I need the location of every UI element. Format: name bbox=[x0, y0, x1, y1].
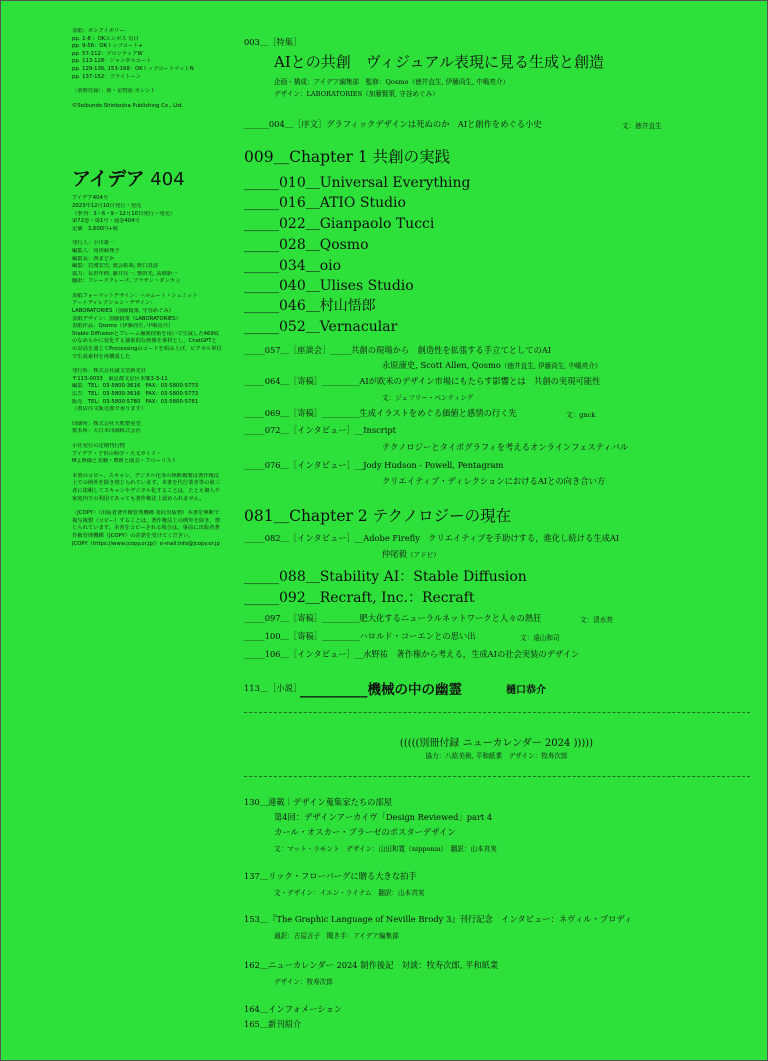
toc-entry-author: 文：清水亮 bbox=[580, 616, 613, 624]
regular-entry: 162＿ニューカレンダー 2024 制作後記 対談：牧寿次郎, 平和紙業 bbox=[244, 960, 499, 970]
staff-line: 編集長：西まどか bbox=[72, 255, 115, 262]
regular-entry: 165＿新刊紹介 bbox=[244, 1019, 302, 1029]
toc-entry-sub: 文：ジェフリー・ベンティング bbox=[382, 394, 474, 402]
regular-entry-sub: 第4回：デザインアーカイヴ「Design Reviewed」part 4 bbox=[274, 812, 493, 822]
feature-title: AIとの共創 ヴィジュアル表現に見る生成と創造 bbox=[274, 53, 604, 71]
paper-line: pp. 1-8 ：OKエンボス 有目 bbox=[72, 35, 139, 42]
staff-list bbox=[72, 240, 222, 286]
publisher-line: 〒113-0033 東京都文京区本郷3-3-11 bbox=[72, 375, 168, 382]
toc-entry: _____106＿［インタビュー］__水野祐 著作権から考える，生成AIの社会実装のデザイン bbox=[244, 649, 580, 659]
legal-paragraph: 本書のコピー，スキャン，デジタル化等の無断複製は著作権法上での例外を除き禁じられています。本書を代行業者等の第三者に依頼してスキャンやデジタル化することは，たとえ個人や家庭内での利用であっても著作権法上認められません。 bbox=[72, 472, 220, 502]
calendar-credit: 協力：八紘美術, 平和紙業 デザイン：牧寿次郎 bbox=[425, 752, 568, 760]
toc-entry-author: 文：遠山和司 bbox=[520, 634, 560, 642]
publisher-line: 販売 TEL：03-5800-5780 FAX：03-5800-5781 bbox=[72, 398, 199, 405]
publisher-line: 発行所：株式会社誠文堂新光社 bbox=[72, 368, 147, 375]
toc-entry: _____016＿ATIO Studio bbox=[244, 195, 406, 211]
credit-line: Stable Diffusionとフレーム補間技術を用いて生成した469枚のなめらかに変化する抽象的な画像を素材とし，ChatGPTとの対話を通じてProcessingのコードを組み上げ，ピクセル単位で生成素材を再構成した bbox=[72, 330, 222, 360]
design-credits bbox=[72, 293, 222, 361]
toc-entry: _____069＿［寄稿］_________生成イラストをめぐる価値と感情の行く先 bbox=[244, 408, 517, 418]
calendar-title: (((((別冊付録 ニューカレンダー 2024 ))))) bbox=[399, 738, 594, 749]
toc-entry: _____097＿［寄稿］_________肥大化するニューラルネットワークと人々の熱狂 bbox=[244, 613, 542, 623]
paper-line: pp. 113-128：ジャンダルコート bbox=[72, 58, 152, 65]
issue-line: アイデア404号 bbox=[72, 195, 109, 202]
issue-line: 第72巻・第1号・通巻404号 bbox=[72, 218, 140, 225]
toc-entry-sub: テクノロジーとタイポグラフィを考えるオンラインフェスティバル bbox=[382, 442, 629, 452]
toc-entry: _____076＿［インタビュー］__Jody Hudson - Powell, Pentagram bbox=[244, 460, 504, 470]
regular-entry: 130＿連載｜デザイン蒐集家たちの部屋 bbox=[244, 797, 393, 807]
copyright: ©Seibundo Shinkosha Publishing Co., Ltd. bbox=[72, 102, 184, 109]
issue-line: （季刊：3・6・9・12月10日発行・発売） bbox=[72, 210, 176, 217]
legal-paragraph: JCOPY（https://www.jcopy.or.jp/）e-mail:info@jcopy.or.jp bbox=[72, 540, 220, 547]
toc-entry: _____072＿［インタビュー］__Inscript bbox=[244, 425, 397, 435]
credit-line: 表紙デザイン：加藤賢策（LABORATORIES） bbox=[72, 315, 181, 322]
issue-info bbox=[72, 195, 222, 233]
regular-entry-credit: 通訳：古屋言子 聞き手：アイデア編集部 bbox=[274, 932, 399, 940]
logo-mark: アイデア bbox=[72, 168, 145, 191]
staff-line: 発行人：小川雄一 bbox=[72, 240, 115, 247]
toc-entry-sub: クリエイティブ・ディレクションにおけるAIとの向き合い方 bbox=[382, 476, 606, 486]
toc-entry: _____057＿［座談会］_____共創の現場から 創造性を拡張する手立てとしてのAI bbox=[244, 345, 552, 355]
toc-entry: _____028＿Qosmo bbox=[244, 237, 369, 253]
regular-entry: 137＿リック・フローバーグに贈る大きな拍手 bbox=[244, 871, 417, 881]
regular-line: アイデア・子供の科学・天文ガイド・ bbox=[72, 450, 162, 457]
preface-author: 文：徳井直生 bbox=[622, 122, 662, 130]
regular-line: M.J.無線と実験・農耕と園芸・フローリスト bbox=[72, 458, 177, 465]
toc-entry: _____052＿Vernacular bbox=[244, 319, 398, 335]
printer-info bbox=[72, 421, 222, 436]
toc-entry: _____064＿［寄稿］_________AIが欧米のデザイン市場にもたらす影響とは 共創の実現可能性 bbox=[244, 376, 601, 386]
toc-entry: _____034＿oio bbox=[244, 258, 342, 274]
legal-paragraph: 〈JCOPY〉（出版者著作権管理機構 委託出版物）本書を無断で複写複製（コピー）することは，著作権法上の例外を除き，禁じられています。本書をコピーされる場合は，事前に出版者著作権管理機構（JCOPY）の許諾を受けてください。 bbox=[72, 510, 220, 539]
toc-entry: _____046＿村山悟郎 bbox=[244, 298, 376, 314]
publisher-line: 広告 TEL：03-5800-3616 FAX：03-5800-5773 bbox=[72, 391, 199, 397]
divider bbox=[244, 776, 750, 777]
paper-line: pp. 57-112：プロンティアW bbox=[72, 50, 143, 57]
feature-credit: デザイン：LABORATORIES（加藤賢策, 守谷めぐみ） bbox=[274, 90, 439, 98]
chapter-heading: 009＿Chapter 1 共創の実践 bbox=[244, 148, 451, 166]
credit-line: 表紙作品：Qosmo（伊藤尚生, 中嶋亮介） bbox=[72, 323, 174, 330]
staff-line: 翻訳：フレーズクレーズ, ブラザン・ダンカン bbox=[72, 278, 181, 285]
printer-line: 製本所：大日本印刷株式会社 bbox=[72, 428, 141, 435]
novel-author: 樋口恭介 bbox=[506, 685, 546, 696]
credit-line: LABORATORIES（加藤賢策, 守谷めぐみ） bbox=[72, 308, 175, 315]
regular-entry-credit: 文・デザイン：イエン・ライナム 翻訳：山本真実 bbox=[274, 889, 425, 897]
toc-entry-author: 文：gnck bbox=[566, 411, 596, 419]
paper-line: pp. 9-56：OKトップコート+ bbox=[72, 43, 143, 50]
regular-line: 小社発行の定期刊行物 bbox=[72, 442, 125, 449]
supplement-info: ［別冊付録］：新・星物語 カレント bbox=[72, 88, 156, 95]
regular-entry-credit: デザイン：牧寿次郎 bbox=[274, 978, 333, 986]
feature-credit: 企画・構成：アイデア編集部 監修：Qosmo（徳井直生, 伊藤尚生, 中嶋亮介） bbox=[274, 78, 510, 86]
regular-entry-credit: 文：マット・ラモント デザイン：山田和寛（nipponia） 翻訳：山本真実 bbox=[274, 845, 497, 853]
paper-line: 表紙：ボンアイボリー bbox=[72, 28, 125, 34]
magazine-logo bbox=[72, 168, 222, 191]
publisher-info bbox=[72, 368, 222, 414]
toc-entry: _____022＿Gianpaolo Tucci bbox=[244, 216, 435, 232]
printer-line: 印刷所：株式会社大熊整美堂 bbox=[72, 420, 141, 427]
cover-paper-info bbox=[72, 28, 222, 81]
colophon bbox=[72, 28, 222, 548]
issue-number: 404 bbox=[150, 169, 185, 191]
paper-line: pp. 129-136, 153-168：OKトップコートマットN bbox=[72, 65, 194, 72]
novel-number: 113＿［小説］ bbox=[244, 683, 302, 693]
toc-entry-sub: 永原康史, Scott Allen, Qosmo（徳井直生, 伊藤尚生, 中嶋亮介） bbox=[382, 360, 602, 370]
staff-line: 協力：長田年伸, 藤井亮一, 柴田光, 高畑新一 bbox=[72, 270, 178, 277]
issue-line: 定価 3,600円+税 bbox=[72, 225, 119, 232]
publisher-line: 編集 TEL：03-5800-3616 FAX：03-5800-5773 bbox=[72, 383, 199, 390]
toc-entry-sub: 仲尾毅（アドビ） bbox=[382, 549, 440, 559]
toc-entry: _____010＿Universal Everything bbox=[244, 175, 471, 191]
publisher-line: （書店注文販売部で承ります） bbox=[72, 406, 147, 413]
toc-entry: _____100＿［寄稿］_________ハロルド・コーエンとの思い出 bbox=[244, 631, 476, 641]
feature-number: 003＿［特集］ bbox=[244, 37, 302, 47]
toc-entry: _____040＿Ulises Studio bbox=[244, 278, 414, 294]
staff-line: 編集：岩淵宏史, 渡会拓哉, 野口真弥 bbox=[72, 263, 159, 270]
toc-entry: _____082＿［インタビュー］__Adobe Firefly クリエイティブを手助けする，進化し続ける生成AI bbox=[244, 533, 620, 543]
toc-entry: _____088＿Stability AI：Stable Diffusion bbox=[244, 569, 527, 585]
credit-line: 表紙フォーマットデザイン：ヘルムート・シュミット bbox=[72, 292, 198, 299]
regular-entry: 153＿『The Graphic Language of Neville Brody 3』刊行記念 インタビュー：ネヴィル・ブロディ bbox=[244, 914, 633, 924]
legal-notice bbox=[72, 473, 222, 548]
preface-entry: ______004＿［序文］グラフィックデザインは死ぬのか AIと創作をめぐる小史 bbox=[244, 119, 542, 129]
toc-entry: _____092＿Recraft, Inc.：Recraft bbox=[244, 590, 475, 606]
divider bbox=[244, 712, 750, 713]
regular-publications bbox=[72, 443, 222, 466]
credit-line: アートディレクション・デザイン： bbox=[72, 300, 156, 307]
issue-line: 2023年12月10日発行・発売 bbox=[72, 202, 142, 209]
novel-title: __________機械の中の幽霊 bbox=[300, 682, 462, 698]
chapter-heading: 081＿Chapter 2 テクノロジーの現在 bbox=[244, 507, 512, 525]
regular-entry-sub: カール・オスカー・ブラーゼのポスターデザイン bbox=[274, 827, 456, 837]
staff-line: 編集人：角田麻理子 bbox=[72, 247, 120, 254]
regular-entry: 164＿インフォメーション bbox=[244, 1004, 343, 1014]
paper-line: pp. 137-152：ブライトーン bbox=[72, 73, 142, 80]
